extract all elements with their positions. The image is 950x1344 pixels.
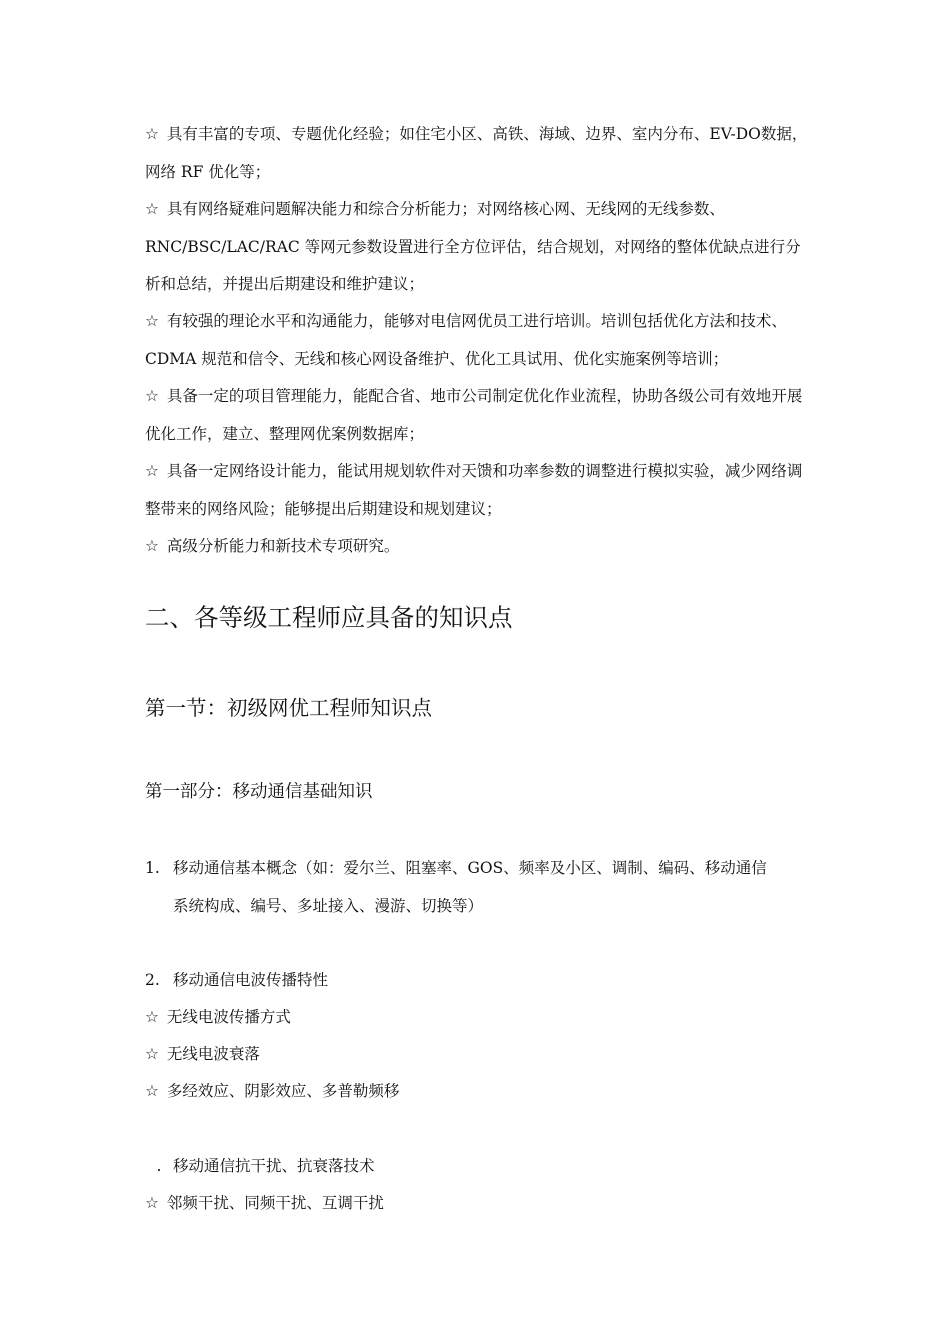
item-text: 移动通信抗干扰、抗衰落技术 bbox=[173, 1157, 375, 1175]
bullet-paragraph bbox=[145, 528, 811, 566]
item-text: 移动通信基本概念（如：爱尔兰、阻塞率、GOS、频率及小区、调制、编码、移动通信 bbox=[173, 859, 767, 877]
star-bullet-icon: ☆ bbox=[145, 1045, 159, 1063]
section-heading: 二、各等级工程师应具备的知识点 bbox=[145, 603, 513, 632]
star-bullet-icon: ☆ bbox=[145, 1008, 159, 1026]
part-heading: 第一部分：移动通信基础知识 bbox=[145, 782, 373, 802]
bullet-text: 具有丰富的专项、专题优化经验；如住宅小区、高铁、海域、边界、室内分布、EV-DO数据，网络 RF 优化等； bbox=[145, 125, 808, 181]
numbered-item bbox=[145, 962, 328, 998]
bullet-paragraph bbox=[145, 378, 811, 453]
star-bullet-icon: ☆ bbox=[145, 1082, 159, 1100]
item-number: . bbox=[156, 1157, 162, 1175]
bullet-item bbox=[145, 1185, 384, 1221]
bullet-text: 有较强的理论水平和沟通能力，能够对电信网优员工进行培训。培训包括优化方法和技术、CDMA 规范和信令、无线和核心网设备维护、优化工具试用、优化实施案例等培训； bbox=[145, 312, 787, 368]
star-bullet-icon: ☆ bbox=[145, 1194, 159, 1212]
star-bullet-icon: ☆ bbox=[145, 387, 159, 405]
bullet-item bbox=[145, 999, 291, 1035]
star-bullet-icon: ☆ bbox=[145, 312, 159, 330]
bullet-item bbox=[145, 1036, 260, 1072]
bullet-paragraph bbox=[145, 191, 811, 304]
bullet-text: 邻频干扰、同频干扰、互调干扰 bbox=[166, 1194, 384, 1212]
item-number: 2. bbox=[145, 971, 160, 989]
numbered-item bbox=[145, 850, 811, 925]
subsection-heading: 第一节：初级网优工程师知识点 bbox=[145, 696, 432, 720]
bullet-text: 具有网络疑难问题解决能力和综合分析能力；对网络核心网、无线网的无线参数、RNC/BSC/LAC/RAC 等网元参数设置进行全方位评估，结合规划，对网络的整体优缺点进行分析和总结，并提出后期建设和维护建议； bbox=[145, 200, 801, 293]
bullet-paragraph bbox=[145, 453, 811, 528]
bullet-text: 具备一定网络设计能力，能试用规划软件对天馈和功率参数的调整进行模拟实验，减少网络调整带来的网络风险；能够提出后期建设和规划建议； bbox=[145, 462, 803, 518]
bullet-text: 无线电波传播方式 bbox=[166, 1008, 291, 1026]
bullet-paragraph bbox=[145, 303, 811, 378]
bullet-paragraph bbox=[145, 116, 811, 191]
bullet-text: 无线电波衰落 bbox=[166, 1045, 260, 1063]
bullet-text: 多经效应、阴影效应、多普勒频移 bbox=[166, 1082, 400, 1100]
bullet-text: 高级分析能力和新技术专项研究。 bbox=[166, 537, 400, 555]
item-text-continuation: 系统构成、编号、多址接入、漫游、切换等） bbox=[173, 896, 484, 915]
item-text: 移动通信电波传播特性 bbox=[173, 971, 329, 989]
bullet-item bbox=[145, 1073, 399, 1109]
numbered-item bbox=[145, 1148, 375, 1184]
star-bullet-icon: ☆ bbox=[145, 537, 159, 555]
star-bullet-icon: ☆ bbox=[145, 125, 159, 143]
star-bullet-icon: ☆ bbox=[145, 462, 159, 480]
item-number: 1. bbox=[145, 859, 160, 877]
bullet-text: 具备一定的项目管理能力，能配合省、地市公司制定优化作业流程，协助各级公司有效地开展优化工作，建立、整理网优案例数据库； bbox=[145, 387, 803, 443]
star-bullet-icon: ☆ bbox=[145, 200, 159, 218]
